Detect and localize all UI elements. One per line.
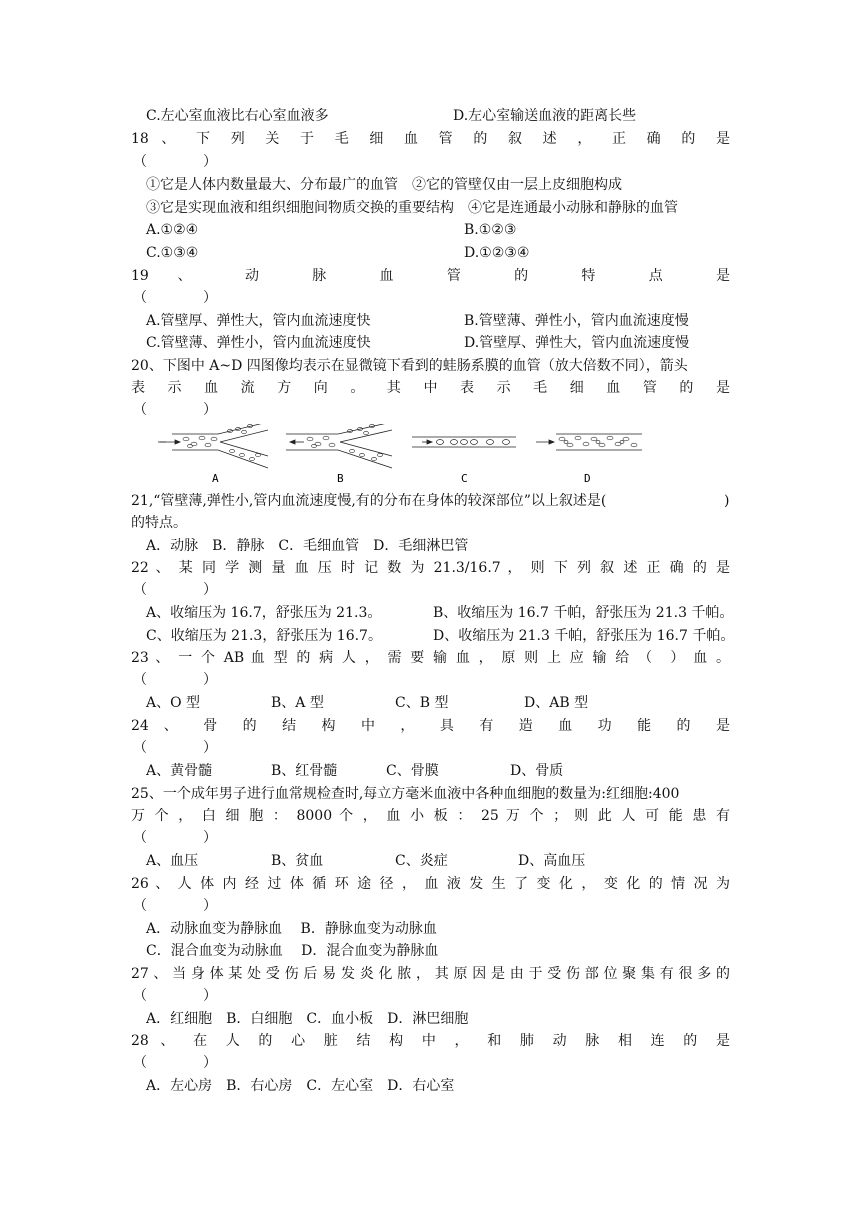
q21-stem-close-paren: ) xyxy=(724,493,730,509)
figure-label-a: A xyxy=(212,472,219,485)
q26-stem: 26 、 人 体 内 经 过 体 循 环 途 径 ， 血 液 发 生 了 变 化 ， 变 化 的 情 况 为 xyxy=(131,876,730,892)
q28-stem: 28 、 在 人 的 心 脏 结 构 中 ， 和 肺 动 脉 相 连 的 是 xyxy=(131,1033,730,1049)
q18-answer-paren: （ ） xyxy=(133,154,217,170)
blood-vessel-figure xyxy=(158,424,648,486)
vessel-diagram-d xyxy=(536,434,642,450)
blood-vessel-diagrams xyxy=(158,424,648,486)
q19-stem: 19 、 动 脉 血 管 的 特 点 是 xyxy=(131,268,730,284)
q20-answer-paren: （ ） xyxy=(133,402,217,418)
figure-label-b: B xyxy=(337,472,344,485)
q24-option-b: B、红骨髓 xyxy=(271,763,338,779)
figure-label-d: D xyxy=(584,472,591,485)
q19-option-d: D.管壁厚、弹性大，管内血流速度慢 xyxy=(464,335,690,351)
q22-option-c: C、收缩压为 21.3，舒张压为 16.7。 xyxy=(146,628,382,644)
q19-option-c: C.管壁薄、弹性小，管内血流速度快 xyxy=(146,335,371,351)
vessel-diagram-b xyxy=(286,424,392,468)
q23-option-b: B、A 型 xyxy=(271,695,324,711)
q19-option-a: A.管壁厚、弹性大，管内血流速度快 xyxy=(146,313,371,329)
q28-options: A．左心房 B．右心房 C．左心室 D．右心室 xyxy=(146,1078,455,1094)
q22-option-a: A、收缩压为 16.7，舒张压为 21.3。 xyxy=(146,605,382,621)
q18-stem: 18 、 下 列 关 于 毛 细 血 管 的 叙 述 ， 正 确 的 是 xyxy=(131,131,730,147)
q18-option-b: B.①②③ xyxy=(464,222,517,238)
q19-answer-paren: （ ） xyxy=(133,290,217,306)
q22-option-b: B、收缩压为 16.7 千帕，舒张压为 21.3 千帕。 xyxy=(433,605,734,621)
q23-answer-paren: （ ） xyxy=(133,672,217,688)
q22-option-d: D、收缩压为 21.3 千帕，舒张压为 16.7 千帕。 xyxy=(433,628,735,644)
q24-option-a: A、黄骨髓 xyxy=(146,763,213,779)
q21-stem-line-2: 的特点。 xyxy=(131,515,187,531)
q25-option-b: B、贫血 xyxy=(271,853,324,869)
vessel-diagram-c xyxy=(412,437,516,447)
q24-option-c: C、骨膜 xyxy=(386,763,439,779)
q20-stem-line-1: 20、下图中 A~D 四图像均表示在显微镜下看到的蛙肠系膜的血管（放大倍数不同），箭头 xyxy=(131,358,688,374)
q18-option-a: A.①②④ xyxy=(146,222,199,238)
q17-option-d: D.左心室输送血液的距离长些 xyxy=(453,108,637,124)
q27-answer-paren: （ ） xyxy=(133,988,217,1004)
q22-answer-paren: （ ） xyxy=(133,582,217,598)
q25-stem-line-1: 25、一个成年男子进行血常规检查时,每立方毫米血液中各种血细胞的数量为:红细胞:400 xyxy=(131,786,680,802)
q24-stem: 24 、 骨 的 结 构 中 ， 具 有 造 血 功 能 的 是 xyxy=(131,718,730,734)
q25-option-d: D、高血压 xyxy=(518,853,586,869)
q24-option-d: D、骨质 xyxy=(510,763,564,779)
q18-statement-3-4: ③它是实现血液和组织细胞间物质交换的重要结构 ④它是连通最小动脉和静脉的血管 xyxy=(146,200,678,216)
figure-label-c: C xyxy=(461,472,468,485)
q22-stem: 22 、 某 同 学 测 量 血 压 时 记 数 为 21.3/16.7 ， 则 下 列 叙 述 正 确 的 是 xyxy=(131,560,730,576)
q24-answer-paren: （ ） xyxy=(133,740,217,756)
q25-option-a: A、血压 xyxy=(146,853,199,869)
q26-options-line-2: C．混合血变为动脉血 D．混合血变为静脉血 xyxy=(146,943,439,959)
q23-option-c: C、B 型 xyxy=(395,695,449,711)
q28-answer-paren: （ ） xyxy=(133,1055,217,1071)
q26-answer-paren: （ ） xyxy=(133,898,217,914)
q25-option-c: C、炎症 xyxy=(395,853,448,869)
q23-stem: 23 、 一 个 AB 血 型 的 病 人 ， 需 要 输 血 ， 原 则 上 应 输 给 （ ） 血 。 xyxy=(131,650,730,666)
q27-options: A．红细胞 B．白细胞 C．血小板 D．淋巴细胞 xyxy=(146,1011,469,1027)
q18-option-c: C.①③④ xyxy=(146,245,199,261)
q23-option-d: D、AB 型 xyxy=(524,695,589,711)
q19-option-b: B.管壁薄、弹性小，管内血流速度慢 xyxy=(464,313,689,329)
q21-stem-line-1: 21,“管壁薄,弹性小,管内血流速度慢,有的分布在身体的较深部位”以上叙述是( xyxy=(131,493,607,509)
q23-option-a: A、O 型 xyxy=(146,695,201,711)
q18-option-d: D.①②③④ xyxy=(464,245,530,261)
q25-answer-paren: （ ） xyxy=(133,830,217,846)
q20-stem-line-2: 表 示 血 流 方 向 。 其 中 表 示 毛 细 血 管 的 是 xyxy=(131,380,730,396)
vessel-diagram-a xyxy=(158,424,268,468)
q25-stem-line-2: 万 个 ， 白 细 胞 ： 8000 个 ， 血 小 板 ： 25 万 个 ； 则 此 人 可 能 患 有 xyxy=(131,808,730,824)
q17-option-c: C.左心室血液比右心室血液多 xyxy=(146,108,329,124)
q26-options-line-1: A．动脉血变为静脉血 B．静脉血变为动脉血 xyxy=(146,921,437,937)
q18-statement-1-2: ①它是人体内数量最大、分布最广的血管 ②它的管壁仅由一层上皮细胞构成 xyxy=(146,177,622,193)
q21-options: A．动脉 B．静脉 C．毛细血管 D．毛细淋巴管 xyxy=(146,538,469,554)
q27-stem: 27 、 当 身 体 某 处 受 伤 后 易 发 炎 化 脓 ， 其 原 因 是 由 于 受 伤 部 位 聚 集 有 很 多 的 xyxy=(131,966,730,982)
